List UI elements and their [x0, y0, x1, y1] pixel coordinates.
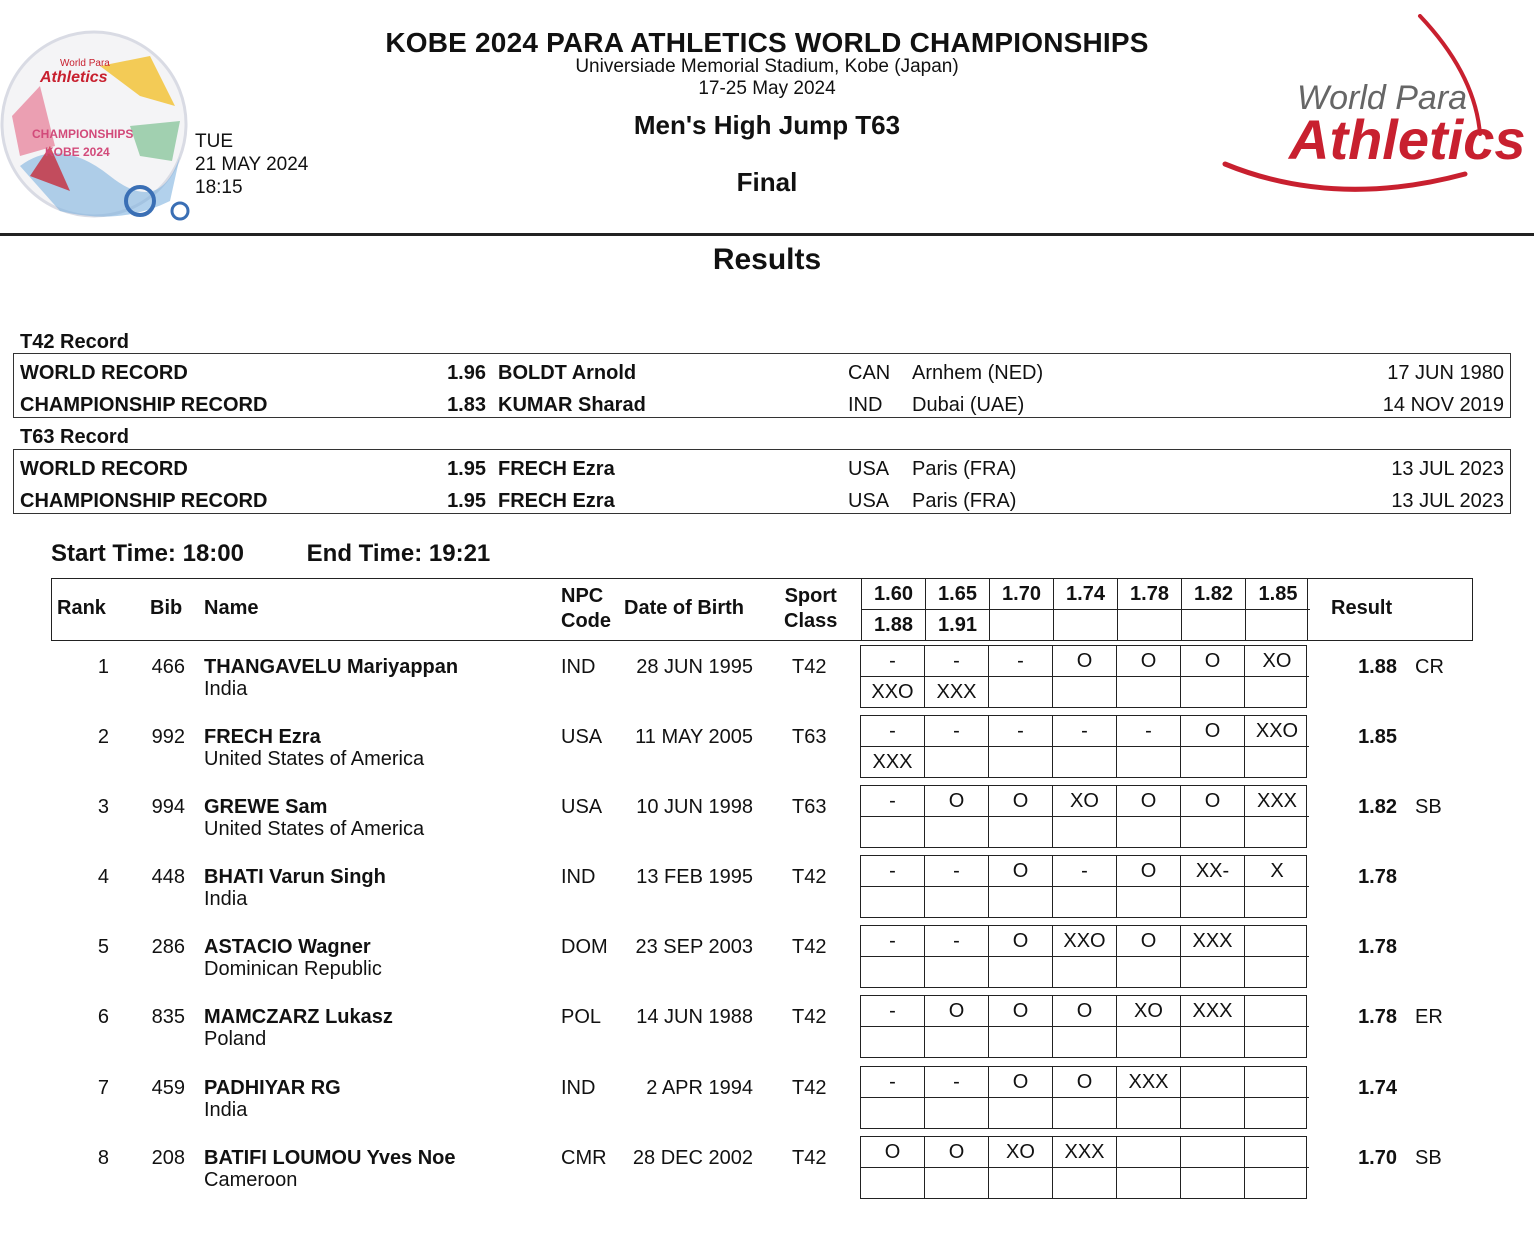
attempt-cell: XXX	[1117, 1067, 1181, 1098]
attempts-grid	[860, 925, 1307, 988]
attempt-cell	[1245, 926, 1309, 957]
athlete-bib: 208	[151, 1147, 185, 1169]
athlete-name: BATIFI LOUMOU Yves Noe	[204, 1147, 456, 1169]
attempts-grid	[860, 1136, 1307, 1199]
attempt-cell: XXX	[1053, 1137, 1117, 1168]
athlete-name: MAMCZARZ Lukasz	[204, 1006, 393, 1028]
logo-left-line-4: KOBE 2024	[45, 145, 110, 159]
athlete-bib: 448	[151, 866, 185, 888]
attempt-cell: X	[1245, 856, 1309, 887]
attempt-cell	[1245, 677, 1309, 708]
athlete-bib: 992	[151, 726, 185, 748]
attempt-cell: -	[1053, 856, 1117, 887]
logo-left-line-3: CHAMPIONSHIPS	[32, 127, 134, 141]
attempt-cell	[861, 1027, 925, 1058]
attempt-cell: -	[925, 926, 989, 957]
attempt-cell	[1245, 817, 1309, 848]
record-date: 13 JUL 2023	[1391, 458, 1504, 480]
attempt-cell: XXX	[925, 677, 989, 708]
attempt-cell: -	[861, 926, 925, 957]
record-group-title: T42 Record	[20, 331, 129, 353]
record-row	[14, 484, 1510, 516]
attempt-cell	[925, 887, 989, 918]
athlete-name: FRECH Ezra	[204, 726, 321, 748]
athlete-dob: 23 SEP 2003	[635, 936, 753, 958]
attempt-cell	[1117, 747, 1181, 778]
attempts-grid	[860, 645, 1307, 708]
attempt-cell: O	[925, 996, 989, 1027]
col-npc-line-1: NPC	[561, 585, 604, 607]
athlete-country: India	[204, 678, 248, 700]
record-venue: Paris (FRA)	[912, 458, 1017, 480]
height-header-cell: 1.82	[1182, 579, 1246, 610]
attempt-cell	[1053, 1098, 1117, 1129]
record-npc: USA	[848, 490, 890, 512]
record-type: CHAMPIONSHIP RECORD	[20, 490, 268, 512]
attempt-cell: -	[861, 1067, 925, 1098]
attempts-grid	[860, 1066, 1307, 1129]
athlete-note: CR	[1415, 656, 1444, 678]
attempt-cell	[861, 1098, 925, 1129]
record-holder: BOLDT Arnold	[498, 362, 637, 384]
attempt-cell	[1117, 1168, 1181, 1199]
attempt-cell: O	[989, 1067, 1053, 1098]
height-header-cell: 1.65	[926, 579, 990, 610]
attempt-cell	[1053, 1027, 1117, 1058]
record-venue: Paris (FRA)	[912, 490, 1017, 512]
athlete-bib: 466	[151, 656, 185, 678]
attempt-cell: -	[925, 1067, 989, 1098]
attempt-cell: XXX	[861, 747, 925, 778]
col-class-line-2: Class	[784, 610, 838, 632]
attempt-cell: O	[1053, 646, 1117, 677]
record-row	[14, 356, 1510, 388]
attempt-cell: XO	[1117, 996, 1181, 1027]
height-header-cell	[1246, 610, 1310, 641]
athlete-dob: 28 DEC 2002	[632, 1147, 753, 1169]
col-name: Name	[204, 597, 259, 619]
height-header-cell: 1.85	[1246, 579, 1310, 610]
attempt-cell: -	[861, 996, 925, 1027]
athlete-result: 1.78	[1358, 936, 1397, 958]
attempt-cell	[1053, 817, 1117, 848]
attempt-cell	[989, 957, 1053, 988]
attempt-cell	[861, 957, 925, 988]
attempt-cell	[925, 1168, 989, 1199]
attempt-cell: XXX	[1181, 996, 1245, 1027]
attempt-cell	[925, 1098, 989, 1129]
results-title: Results	[712, 243, 822, 276]
record-row	[14, 388, 1510, 420]
attempt-cell	[1245, 1067, 1309, 1098]
height-header-cell: 1.91	[926, 610, 990, 641]
logo-right-line-1: World Para	[1297, 79, 1468, 117]
athlete-class: T42	[792, 1006, 827, 1028]
col-npc	[561, 584, 611, 634]
athlete-row	[51, 860, 1473, 930]
athlete-country: United States of America	[204, 818, 425, 840]
attempt-cell	[1117, 1098, 1181, 1129]
athlete-country: India	[204, 888, 248, 910]
attempt-cell	[925, 747, 989, 778]
attempt-cell	[1181, 1137, 1245, 1168]
height-columns	[861, 579, 1308, 640]
height-header-cell	[990, 610, 1054, 641]
attempt-cell	[925, 957, 989, 988]
athlete-class: T42	[792, 1077, 827, 1099]
attempt-cell: -	[925, 856, 989, 887]
record-holder: KUMAR Sharad	[498, 394, 646, 416]
athlete-rank: 2	[97, 726, 109, 748]
attempt-cell: XXO	[1053, 926, 1117, 957]
athlete-dob: 13 FEB 1995	[636, 866, 753, 888]
end-time: End Time: 19:21	[306, 540, 491, 567]
col-npc-line-2: Code	[561, 610, 611, 632]
event-title: Men's High Jump T63	[633, 110, 901, 140]
attempt-cell	[1053, 677, 1117, 708]
athlete-row	[51, 650, 1473, 720]
athlete-row	[51, 930, 1473, 1000]
session-times	[51, 540, 490, 568]
height-header-cell	[1182, 610, 1246, 641]
athlete-rank: 6	[97, 1006, 109, 1028]
attempt-cell: XO	[1053, 786, 1117, 817]
height-header-cell: 1.60	[862, 579, 926, 610]
record-venue: Dubai (UAE)	[912, 394, 1025, 416]
athlete-country: United States of America	[204, 748, 425, 770]
athlete-country: Cameroon	[204, 1169, 298, 1191]
athlete-name: GREWE Sam	[204, 796, 328, 818]
athlete-npc: USA	[561, 726, 603, 748]
dates-line: 17-25 May 2024	[698, 78, 836, 99]
record-mark: 1.95	[447, 490, 486, 512]
athlete-country: India	[204, 1099, 248, 1121]
athlete-class: T63	[792, 726, 827, 748]
attempt-cell: O	[989, 996, 1053, 1027]
height-header-cell	[1054, 610, 1118, 641]
athlete-name: ASTACIO Wagner	[204, 936, 371, 958]
athlete-npc: USA	[561, 796, 603, 818]
championship-title: KOBE 2024 PARA ATHLETICS WORLD CHAMPIONSHIPS	[385, 27, 1149, 58]
record-group-title: T63 Record	[20, 426, 129, 448]
attempt-cell: O	[1181, 646, 1245, 677]
attempt-cell: XO	[1245, 646, 1309, 677]
height-header-cell: 1.74	[1054, 579, 1118, 610]
round-title: Final	[736, 167, 798, 197]
col-dob: Date of Birth	[624, 597, 744, 619]
attempt-cell: O	[1053, 996, 1117, 1027]
attempt-cell: -	[861, 646, 925, 677]
attempt-cell: XX-	[1181, 856, 1245, 887]
attempt-cell: O	[989, 856, 1053, 887]
height-header-cell: 1.88	[862, 610, 926, 641]
attempts-grid	[860, 855, 1307, 918]
attempt-cell	[1053, 747, 1117, 778]
attempt-cell	[989, 747, 1053, 778]
attempt-cell: -	[925, 646, 989, 677]
attempt-cell	[989, 887, 1053, 918]
record-npc: IND	[848, 394, 883, 416]
athlete-dob: 10 JUN 1998	[636, 796, 753, 818]
athlete-row	[51, 720, 1473, 790]
attempt-cell	[1245, 1137, 1309, 1168]
athlete-class: T42	[792, 936, 827, 958]
logo-right-line-2: Athletics	[1289, 108, 1525, 171]
height-header-cell	[1118, 610, 1182, 641]
record-type: WORLD RECORD	[20, 458, 188, 480]
attempt-cell: O	[925, 1137, 989, 1168]
athlete-bib: 994	[151, 796, 185, 818]
athlete-result: 1.85	[1358, 726, 1397, 748]
athlete-class: T63	[792, 796, 827, 818]
header-divider	[0, 233, 1534, 236]
record-npc: CAN	[848, 362, 891, 384]
attempt-cell	[1117, 817, 1181, 848]
attempt-cell	[1181, 1027, 1245, 1058]
attempt-cell: O	[1117, 926, 1181, 957]
athlete-class: T42	[792, 866, 827, 888]
session-day: TUE	[195, 131, 233, 152]
attempt-cell: XXX	[1181, 926, 1245, 957]
attempt-cell: O	[989, 926, 1053, 957]
record-mark: 1.96	[447, 362, 486, 384]
athlete-bib: 459	[151, 1077, 185, 1099]
athlete-npc: IND	[561, 656, 596, 678]
attempt-cell	[1245, 887, 1309, 918]
attempt-cell	[989, 1027, 1053, 1058]
athlete-dob: 2 APR 1994	[646, 1077, 753, 1099]
attempt-cell: -	[861, 856, 925, 887]
athlete-name: THANGAVELU Mariyappan	[204, 656, 459, 678]
attempt-cell: -	[989, 646, 1053, 677]
logo-left-line-2: Athletics	[40, 69, 108, 86]
athlete-rank: 3	[97, 796, 109, 818]
athlete-name: BHATI Varun Singh	[204, 866, 386, 888]
height-header-cell: 1.78	[1118, 579, 1182, 610]
logo-left-line-1: World Para	[60, 58, 110, 69]
attempt-cell: O	[1117, 856, 1181, 887]
attempt-cell	[1181, 817, 1245, 848]
attempt-cell: O	[925, 786, 989, 817]
col-bib: Bib	[150, 597, 183, 619]
attempt-cell	[1117, 677, 1181, 708]
attempt-cell	[1117, 1027, 1181, 1058]
results-table-header	[51, 578, 1473, 641]
record-date: 14 NOV 2019	[1382, 394, 1504, 416]
attempt-cell	[1181, 957, 1245, 988]
athlete-country: Dominican Republic	[204, 958, 382, 980]
record-type: WORLD RECORD	[20, 362, 188, 384]
attempt-cell	[1053, 957, 1117, 988]
athlete-rank: 4	[97, 866, 109, 888]
attempt-cell: -	[925, 716, 989, 747]
record-mark: 1.83	[447, 394, 486, 416]
attempt-cell: -	[861, 716, 925, 747]
attempt-cell	[1053, 887, 1117, 918]
record-group-box	[13, 449, 1511, 514]
athlete-country: Poland	[204, 1028, 267, 1050]
athlete-row	[51, 790, 1473, 860]
attempt-cell: -	[1053, 716, 1117, 747]
attempt-cell	[1181, 677, 1245, 708]
attempt-cell: XXO	[861, 677, 925, 708]
athlete-result: 1.82	[1358, 796, 1397, 818]
athlete-npc: IND	[561, 1077, 596, 1099]
athlete-dob: 11 MAY 2005	[635, 726, 753, 748]
attempt-cell	[925, 817, 989, 848]
athlete-row	[51, 1071, 1473, 1141]
athlete-row	[51, 1141, 1473, 1211]
athlete-class: T42	[792, 1147, 827, 1169]
col-result: Result	[1331, 597, 1393, 619]
attempt-cell: O	[861, 1137, 925, 1168]
athlete-rank: 7	[97, 1077, 109, 1099]
record-row	[14, 452, 1510, 484]
athlete-bib: 286	[151, 936, 185, 958]
attempt-cell	[1181, 1168, 1245, 1199]
record-npc: USA	[848, 458, 890, 480]
record-venue: Arnhem (NED)	[912, 362, 1044, 384]
athlete-row	[51, 1000, 1473, 1070]
athlete-rank: 8	[97, 1147, 109, 1169]
attempts-grid	[860, 995, 1307, 1058]
attempt-cell	[861, 1168, 925, 1199]
athlete-npc: IND	[561, 866, 596, 888]
attempt-cell	[1181, 1067, 1245, 1098]
attempt-cell: -	[1117, 716, 1181, 747]
record-date: 17 JUN 1980	[1387, 362, 1504, 384]
attempt-cell: XXX	[1245, 786, 1309, 817]
record-holder: FRECH Ezra	[498, 490, 615, 512]
attempt-cell: XO	[989, 1137, 1053, 1168]
attempt-cell: O	[1181, 716, 1245, 747]
attempt-cell	[1181, 747, 1245, 778]
athlete-bib: 835	[151, 1006, 185, 1028]
attempt-cell: O	[1117, 786, 1181, 817]
attempts-grid	[860, 715, 1307, 778]
athlete-dob: 28 JUN 1995	[636, 656, 753, 678]
attempt-cell	[1053, 1168, 1117, 1199]
athlete-rank: 1	[97, 656, 109, 678]
attempt-cell	[1245, 957, 1309, 988]
attempts-grid	[860, 785, 1307, 848]
attempt-cell	[989, 1168, 1053, 1199]
athlete-npc: POL	[561, 1006, 602, 1028]
athlete-class: T42	[792, 656, 827, 678]
attempt-cell: O	[1117, 646, 1181, 677]
athlete-note: SB	[1415, 796, 1442, 818]
attempt-cell	[1181, 887, 1245, 918]
attempt-cell	[1117, 1137, 1181, 1168]
attempt-cell: XXO	[1245, 716, 1309, 747]
attempt-cell	[1117, 957, 1181, 988]
attempt-cell	[861, 817, 925, 848]
attempt-cell	[1117, 887, 1181, 918]
athlete-result: 1.78	[1358, 866, 1397, 888]
record-holder: FRECH Ezra	[498, 458, 615, 480]
athlete-dob: 14 JUN 1988	[636, 1006, 753, 1028]
record-group-box	[13, 353, 1511, 418]
attempt-cell	[989, 677, 1053, 708]
session-time: 18:15	[195, 177, 243, 198]
attempt-cell	[1245, 996, 1309, 1027]
athlete-note: SB	[1415, 1147, 1442, 1169]
athlete-npc: CMR	[561, 1147, 607, 1169]
attempt-cell	[1245, 1168, 1309, 1199]
start-time: Start Time: 18:00	[51, 540, 244, 567]
col-rank: Rank	[57, 597, 106, 619]
athlete-result: 1.74	[1358, 1077, 1397, 1099]
athlete-rank: 5	[97, 936, 109, 958]
attempt-cell	[1181, 1098, 1245, 1129]
col-class-line-1: Sport	[784, 585, 837, 607]
attempt-cell	[861, 887, 925, 918]
record-date: 13 JUL 2023	[1391, 490, 1504, 512]
attempt-cell: O	[1181, 786, 1245, 817]
record-type: CHAMPIONSHIP RECORD	[20, 394, 268, 416]
athlete-result: 1.78	[1358, 1006, 1397, 1028]
attempt-cell: -	[861, 786, 925, 817]
athlete-result: 1.88	[1358, 656, 1397, 678]
attempt-cell	[925, 1027, 989, 1058]
attempt-cell	[1245, 1027, 1309, 1058]
attempt-cell: -	[989, 716, 1053, 747]
athlete-npc: DOM	[561, 936, 608, 958]
attempt-cell	[1245, 1098, 1309, 1129]
attempt-cell: O	[989, 786, 1053, 817]
height-header-cell: 1.70	[990, 579, 1054, 610]
attempt-cell	[989, 1098, 1053, 1129]
col-class	[784, 584, 837, 634]
attempt-cell	[1245, 747, 1309, 778]
athlete-name: PADHIYAR RG	[204, 1077, 341, 1099]
athlete-note: ER	[1415, 1006, 1443, 1028]
attempt-cell	[989, 817, 1053, 848]
attempt-cell: O	[1053, 1067, 1117, 1098]
venue-line: Universiade Memorial Stadium, Kobe (Japan)	[575, 56, 959, 77]
session-date: 21 MAY 2024	[195, 154, 309, 175]
record-mark: 1.95	[447, 458, 486, 480]
athlete-result: 1.70	[1358, 1147, 1397, 1169]
